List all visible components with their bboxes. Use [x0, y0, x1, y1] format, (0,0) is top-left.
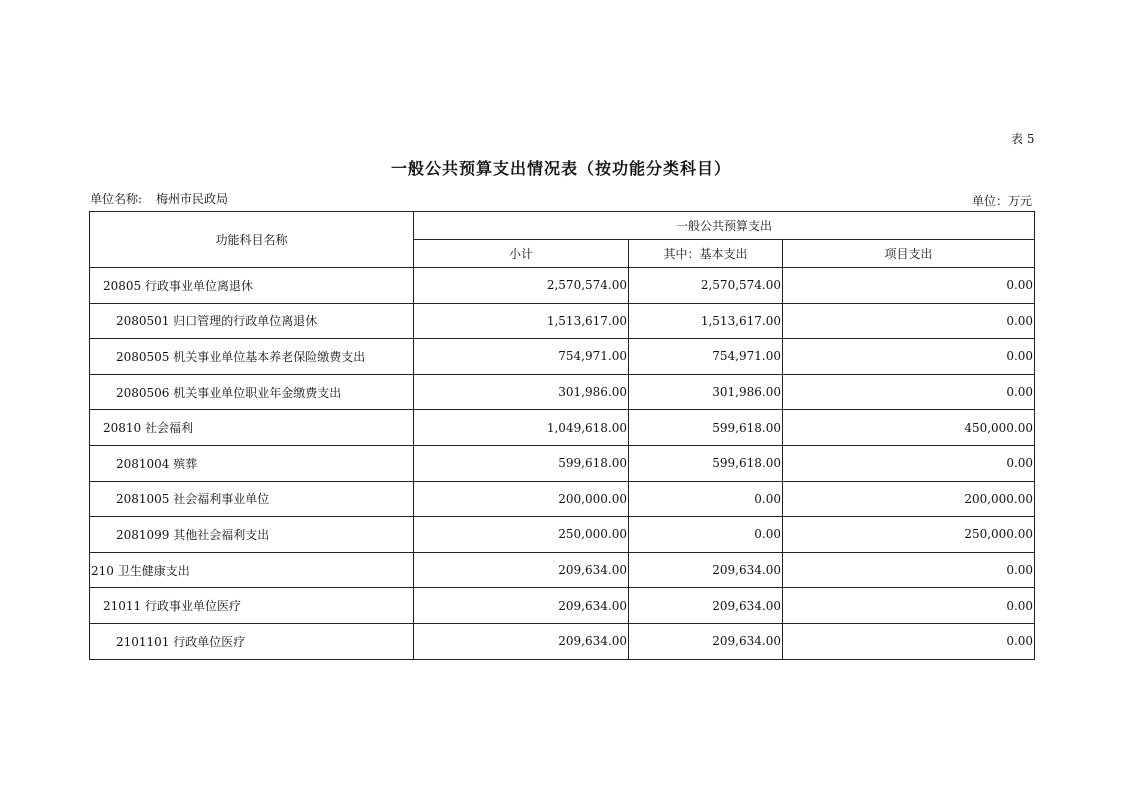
row-basic-text: 209,634.00	[712, 634, 781, 649]
row-basic	[629, 445, 783, 481]
row-subtotal	[414, 339, 629, 375]
row-basic-text: 599,618.00	[712, 456, 781, 471]
row-name-text: 2080501 归口管理的行政单位离退休	[116, 314, 318, 329]
row-basic-text: 2,570,574.00	[700, 278, 781, 293]
row-project-text: 0.00	[1006, 563, 1034, 578]
row-name-text: 2080506 机关事业单位职业年金缴费支出	[116, 385, 342, 400]
row-name-text: 2081005 社会福利事业单位	[116, 492, 270, 507]
row-basic	[629, 410, 783, 446]
row-name	[90, 445, 414, 481]
table-row	[90, 374, 1035, 410]
budget-table	[89, 211, 1035, 660]
row-basic-text: 599,618.00	[712, 420, 781, 435]
row-project-text: 0.00	[1006, 313, 1034, 328]
row-project-text: 0.00	[1006, 349, 1034, 364]
row-subtotal	[414, 445, 629, 481]
row-basic	[629, 339, 783, 375]
row-project	[783, 481, 1035, 517]
row-name	[90, 410, 414, 446]
row-project-text: 0.00	[1006, 598, 1034, 613]
row-name	[90, 339, 414, 375]
row-basic	[629, 588, 783, 624]
row-subtotal-text: 250,000.00	[558, 527, 627, 542]
page-title: 一般公共预算支出情况表（按功能分类科目）	[390, 159, 731, 178]
row-name-text: 20805 行政事业单位离退休	[103, 278, 253, 293]
row-subtotal	[414, 374, 629, 410]
row-project	[783, 339, 1035, 375]
row-basic-text: 209,634.00	[712, 563, 781, 578]
row-name	[90, 517, 414, 553]
row-basic	[629, 517, 783, 553]
table-row	[90, 517, 1035, 553]
row-basic-text: 0.00	[754, 491, 781, 506]
table-row	[90, 623, 1035, 659]
header-subtotal: 小计	[414, 240, 629, 268]
unit-label: 单位：万元	[972, 194, 1033, 208]
row-subtotal-text: 1,513,617.00	[546, 313, 627, 328]
row-basic	[629, 303, 783, 339]
row-subtotal-text: 209,634.00	[558, 598, 627, 613]
row-subtotal	[414, 552, 629, 588]
row-basic	[629, 481, 783, 517]
row-name	[90, 623, 414, 659]
row-basic	[629, 268, 783, 304]
row-name-text: 21011 行政事业单位医疗	[103, 599, 241, 614]
row-subtotal-text: 301,986.00	[558, 385, 627, 400]
row-basic-text: 301,986.00	[712, 385, 781, 400]
row-project	[783, 588, 1035, 624]
row-name-text: 2081004 殡葬	[116, 456, 198, 471]
row-project-text: 250,000.00	[964, 527, 1034, 542]
row-subtotal-text: 599,618.00	[558, 456, 627, 471]
header-project: 项目支出	[783, 240, 1035, 268]
row-basic-text: 754,971.00	[712, 349, 781, 364]
row-subtotal-text: 209,634.00	[558, 634, 627, 649]
row-project	[783, 623, 1035, 659]
header-function-name: 功能科目名称	[90, 212, 414, 268]
row-project	[783, 517, 1035, 553]
table-row	[90, 445, 1035, 481]
row-project	[783, 410, 1035, 446]
row-name-text: 2101101 行政单位医疗	[116, 634, 246, 649]
table-row	[90, 481, 1035, 517]
row-subtotal	[414, 623, 629, 659]
row-subtotal-text: 1,049,618.00	[546, 420, 627, 435]
row-project	[783, 268, 1035, 304]
row-name	[90, 374, 414, 410]
table-row	[90, 552, 1035, 588]
row-project	[783, 552, 1035, 588]
row-basic-text: 1,513,617.00	[700, 313, 781, 328]
row-name	[90, 552, 414, 588]
row-project-text: 200,000.00	[964, 491, 1034, 506]
table-row	[90, 410, 1035, 446]
row-project-text: 0.00	[1006, 456, 1034, 471]
unit-name-label: 单位名称:	[90, 192, 143, 206]
row-subtotal-text: 200,000.00	[558, 491, 627, 506]
row-subtotal-text: 754,971.00	[558, 349, 627, 364]
table-row	[90, 303, 1035, 339]
row-subtotal-text: 209,634.00	[558, 563, 627, 578]
row-name	[90, 481, 414, 517]
row-subtotal	[414, 481, 629, 517]
table-row	[90, 588, 1035, 624]
row-name	[90, 268, 414, 304]
table-body	[90, 268, 1035, 660]
row-basic-text: 209,634.00	[712, 598, 781, 613]
row-name	[90, 303, 414, 339]
header-basic: 其中：基本支出	[629, 240, 783, 268]
row-subtotal	[414, 268, 629, 304]
row-project	[783, 303, 1035, 339]
table-row	[90, 339, 1035, 375]
row-name-text: 20810 社会福利	[103, 421, 193, 436]
unit-name-value: 梅州市民政局	[156, 192, 229, 206]
row-basic	[629, 374, 783, 410]
row-subtotal-text: 2,570,574.00	[546, 278, 627, 293]
row-project	[783, 374, 1035, 410]
row-subtotal	[414, 410, 629, 446]
header-budget-group: 一般公共预算支出	[414, 212, 1035, 240]
row-basic	[629, 623, 783, 659]
row-name-text: 210 卫生健康支出	[91, 563, 190, 578]
row-subtotal	[414, 517, 629, 553]
row-name-text: 2080505 机关事业单位基本养老保险缴费支出	[116, 349, 366, 364]
table-row	[90, 268, 1035, 304]
unit-name-line	[90, 190, 228, 207]
row-basic	[629, 552, 783, 588]
row-project	[783, 445, 1035, 481]
row-name-text: 2081099 其他社会福利支出	[116, 527, 270, 542]
row-project-text: 0.00	[1006, 385, 1034, 400]
row-basic-text: 0.00	[754, 527, 781, 542]
row-subtotal	[414, 303, 629, 339]
row-project-text: 0.00	[1006, 278, 1034, 293]
row-name	[90, 588, 414, 624]
row-project-text: 0.00	[1006, 634, 1034, 649]
row-project-text: 450,000.00	[964, 420, 1034, 435]
table-number: 表 5	[1011, 132, 1035, 146]
row-subtotal	[414, 588, 629, 624]
